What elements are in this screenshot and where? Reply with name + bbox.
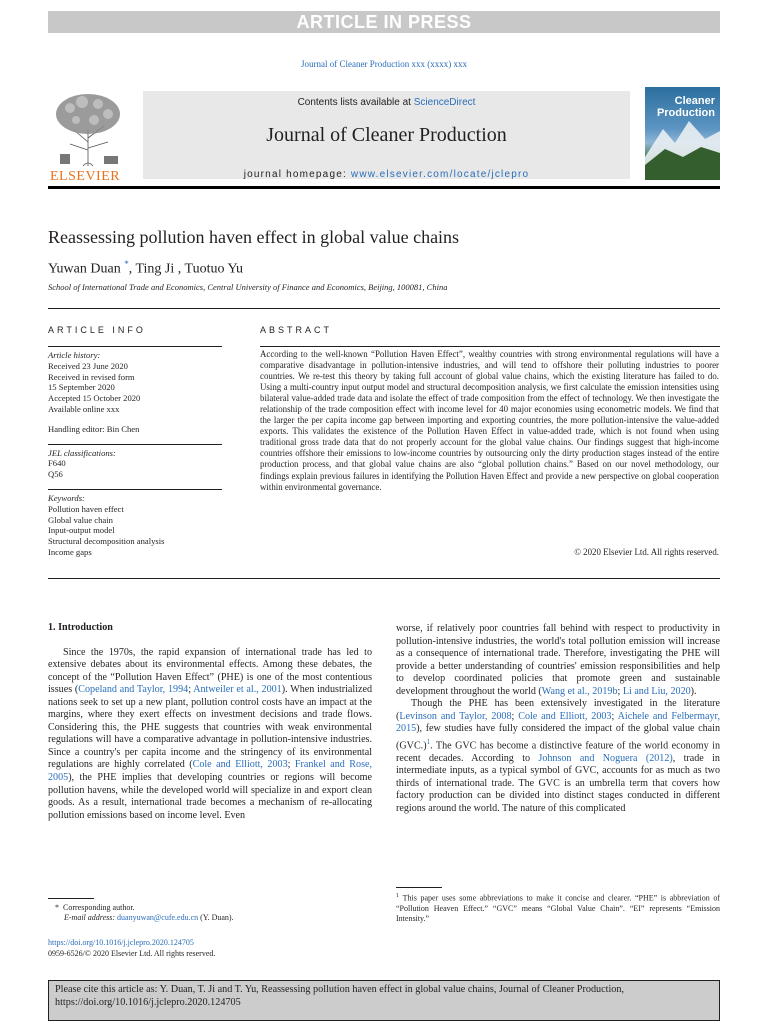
abstract-bottom-rule (48, 578, 720, 579)
section-heading-introduction: 1. Introduction (48, 622, 113, 633)
keyword-item: Structural decomposition analysis (48, 536, 165, 547)
citation-link[interactable]: Aichele and Felbermayr, 2015 (396, 710, 721, 735)
journal-title: Journal of Cleaner Production (266, 124, 507, 146)
masthead-center-panel (143, 91, 630, 179)
abstract-text: According to the well-known “Pollution Haven Effect”, wealthy countries with strong environmental regulations will have a comparative disadvantage in pollution-intensive industries, and will tend to offshore their polluting industries to poorer countries. We re-test this theory by taking full account of global value chains, which the existing literature has failed to do. Using a multi-country input output model and structural decomposition analysis, we first calculate the emission intensities using bilateral value-added trade data and isolate the effect of trade composition from the effect of technology. We then investigate the relationship of the trade composition effect with income level for 40 major economies using econometric models. We find that the larger the per capita income gap between importing and exporting countries, the more pollution-intensive the value-added exports. This validates the existence of the Pollution Haven Effect in value-added trade, which is not found when using traditional gross trade data that do not properly account for the global value chains. Our findings suggest that high-income countries offshore their emissions to low-income countries by outsourcing only the dirty production stages instead of the entire production process, and that global value chains are also “global pollution chains.” Based on our novel methodology, our findings explain previous failures in identifying the Pollution Haven Effect and provide a new perspective on global cooperation within environmental governance. (260, 349, 719, 492)
elsevier-wordmark: ELSEVIER (50, 169, 121, 184)
corresponding-mark: * (55, 903, 59, 912)
citation-link[interactable]: Li and Liu, 2020 (622, 685, 691, 697)
journal-cover-thumbnail[interactable] (645, 87, 720, 180)
affiliation-divider (48, 308, 720, 309)
keywords-rule (48, 489, 222, 490)
journal-homepage-link[interactable]: www.elsevier.com/locate/jclepro (350, 169, 530, 180)
elsevier-tree-icon (48, 90, 130, 168)
jel-rule (48, 444, 222, 445)
citation-notice-box: Please cite this article as: Y. Duan, T. Ji and T. Yu, Reassessing pollution haven effect in global value chains, Journal of Cleaner Production, https://doi.org/10.1016/j.jclepro.2020.124705 (48, 980, 720, 1021)
keywords-label: Keywords: (48, 492, 85, 503)
author-separator: , (174, 261, 185, 277)
citation-link[interactable]: Cole and Elliott, 2003 (192, 759, 288, 771)
issn-line: 0959-6526/© 2020 Elsevier Ltd. All rights reserved. (48, 949, 216, 958)
intro-paragraph-2: Though the PHE has been extensively investigated in the literature (Levinson and Taylor, 2008; Cole and Elliott, 2003; Aichele and Felbermayr, 2015), few studies have fully considered the impact of the global value chain $(GVC.)^1$. The GVC has become a distinctive feature of the world economy in recent decades. According to Johnson and Noguera (2012), trade in intermediate inputs, as a typical symbol of GVC, accounts for as much as two thirds of international trade. The GVC is an umbrella term that covers how factory production can be divided into distinct stages conducted in different regions around the world. The nature of this complicated (396, 698, 721, 815)
citation-link[interactable]: Cole and Elliott, 2003 (518, 710, 612, 722)
citation-link[interactable]: Johnson and Noguera (2012) (538, 752, 673, 764)
citation-link[interactable]: Frankel and Rose, 2005 (48, 759, 372, 784)
author-name[interactable]: Ting Ji (135, 261, 175, 277)
jel-label: JEL classifications: (48, 447, 116, 458)
cover-title-text (645, 95, 715, 119)
citation-link[interactable]: Antweiler et al., 2001 (193, 684, 282, 696)
article-info-panel (48, 346, 222, 558)
author-name[interactable]: Yuwan Duan (48, 261, 121, 277)
footnote-1-text: This paper uses some abbreviations to make it concise and clearer. “PHE” is abbreviation of “Pollution Heaven Effect.” “GVC” means “Global Value Chain”. “EI” represents “Emission Intensity.” (396, 893, 721, 923)
corresponding-text: Corresponding author. (63, 903, 135, 912)
keyword-item: Income gaps (48, 546, 92, 557)
article-identifiers (48, 937, 215, 959)
abstract-heading: ABSTRACT (260, 325, 333, 335)
masthead-divider (48, 186, 720, 189)
author-affiliation: School of International Trade and Economics, Central University of Finance and Economics, Beijing, 100081, China (48, 282, 448, 292)
handling-editor: Handling editor: Bin Chen (48, 423, 140, 434)
history-label: Article history: (48, 350, 101, 360)
intro-paragraph-1-continued: worse, if relatively poor countries fall behind with respect to productivity in pollution-intensive industries, the world's total pollution emission will increase as a consequence of international trade. Therefore, investigating the PHE will provide a better understanding of countries' emission responsibilities and help to develop coordinated policies that promote green and sustainable development throughout the world (Wang et al., 2019b; Li and Liu, 2020). (396, 623, 720, 697)
footnote-ref-link[interactable]: 1 (426, 737, 431, 746)
body-column-right (396, 623, 720, 816)
footnote-rule-left (48, 898, 94, 899)
cover-title-line2: Production (656, 107, 715, 119)
corresponding-author-footnote (55, 903, 234, 923)
journal-masthead (48, 87, 720, 185)
body-column-left (48, 622, 372, 822)
journal-reference-link[interactable]: Journal of Cleaner Production xxx (xxxx) xxx (301, 59, 467, 69)
citation-link[interactable]: Levinson and Taylor, 2008 (399, 710, 512, 722)
keyword-item: Pollution haven effect (48, 503, 124, 514)
author-email-link[interactable]: duanyuwan@cufe.edu.cn (117, 913, 199, 922)
author-separator: , (128, 261, 136, 277)
author-list (48, 259, 243, 278)
homepage-prefix: journal homepage: (243, 169, 351, 180)
history-item: Available online xxx (48, 403, 120, 414)
history-item: Received in revised form (48, 371, 135, 382)
citation-link[interactable]: Wang et al., 2019b (541, 685, 618, 697)
history-item: 15 September 2020 (48, 382, 115, 393)
intro-paragraph-1: Since the 1970s, the rapid expansion of international trade has led to extensive debates about its environmental effects. Among these debates, the concept of the “Pollution Haven Effect” (PHE) is one of the most contentious issues (Copeland and Taylor, 1994; Antweiler et al., 2001). When industrialized nations seek to set up a new plant, pollution control costs have an impact at the margins, where they exert effects on investment decisions and trade flows. Considering this, the PHE suggests that countries with weak environmental regulations will have a comparative advantage in pollution-intensive industries. Since a country's per capita income and the stringency of its environmental regulations are highly correlated (Cole and Elliott, 2003; Frankel and Rose, 2005), the PHE implies that developing countries or regions will become pollution havens, while the developed world will specialize in and export clean goods. As a result, international trade becomes a mechanism of re-allocating pollution emissions based on income level. Even (48, 646, 373, 821)
article-title: Reassessing pollution haven effect in global value chains (48, 227, 460, 247)
article-info-rule (48, 346, 222, 347)
footnote-1-mark: 1 (396, 893, 399, 899)
jel-code: F640 (48, 458, 66, 469)
corresponding-author-mark[interactable]: * (124, 259, 129, 269)
email-suffix: (Y. Duan). (198, 913, 234, 922)
footnote-rule-right (396, 887, 442, 888)
sciencedirect-link[interactable]: ScienceDirect (413, 97, 476, 108)
doi-link[interactable]: https://doi.org/10.1016/j.jclepro.2020.124705 (48, 938, 194, 947)
copyright-notice: © 2020 Elsevier Ltd. All rights reserved. (574, 547, 719, 557)
keyword-item: Global value chain (48, 514, 113, 525)
article-in-press-banner: ARTICLE IN PRESS (48, 11, 720, 33)
citation-link[interactable]: Copeland and Taylor, 1994 (78, 684, 189, 696)
contents-available-line (143, 97, 630, 108)
cover-title-line1: Cleaner (674, 95, 715, 107)
footnote-1 (396, 891, 720, 924)
journal-homepage-line (143, 169, 630, 180)
author-name[interactable]: Tuotuo Yu (184, 261, 244, 277)
history-item: Accepted 15 October 2020 (48, 393, 141, 404)
abstract-top-rule (260, 346, 720, 347)
article-info-heading: ARTICLE INFO (48, 325, 146, 335)
jel-code: Q56 (48, 469, 63, 480)
email-label: E-mail address: (64, 913, 118, 922)
contents-prefix: Contents lists available at (297, 97, 414, 108)
keyword-item: Input-output model (48, 525, 115, 536)
history-item: Received 23 June 2020 (48, 360, 128, 371)
elsevier-tree-logo[interactable] (48, 90, 130, 183)
